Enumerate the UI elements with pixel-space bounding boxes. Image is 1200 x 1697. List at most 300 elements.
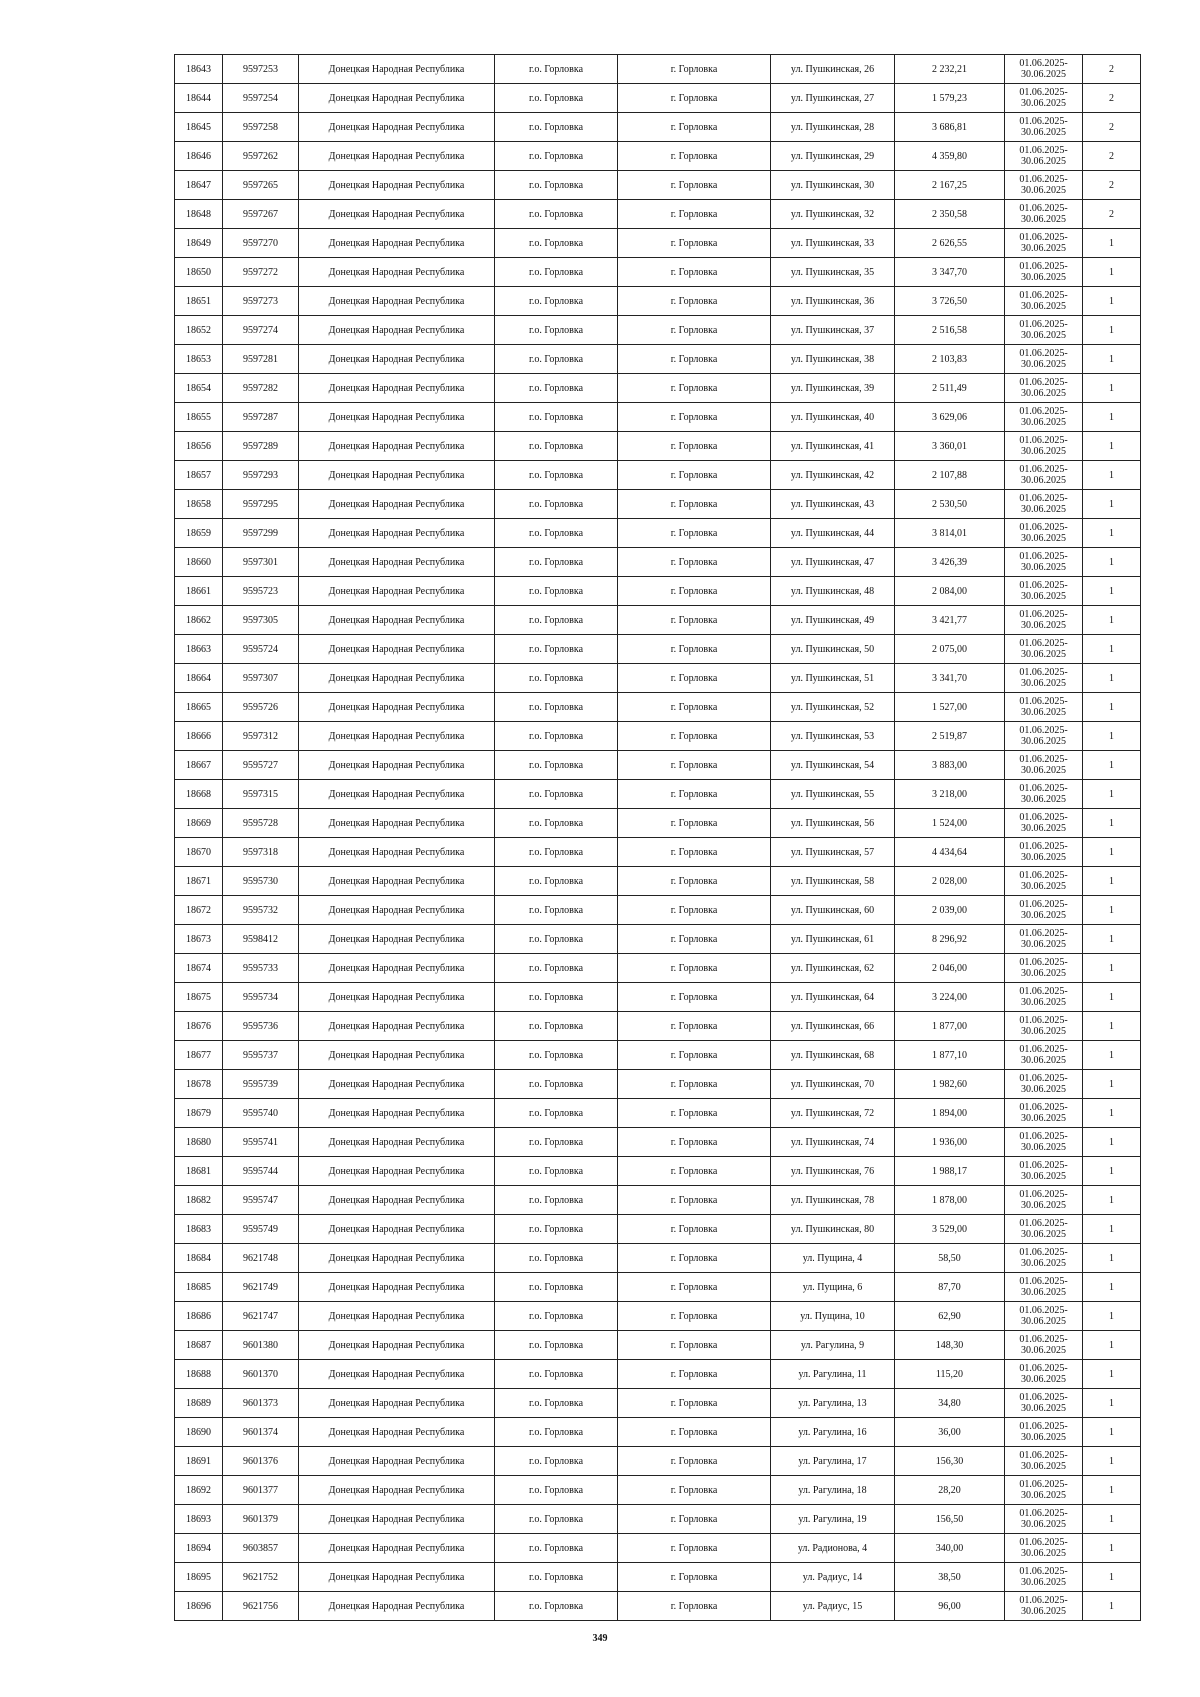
table-row [175, 200, 1141, 229]
city-cell: г. Горловка [618, 84, 771, 113]
row-number-cell: 18685 [175, 1273, 223, 1302]
address-cell: ул. Пушкинская, 44 [771, 519, 895, 548]
period-cell [1005, 374, 1083, 403]
region-cell: Донецкая Народная Республика [299, 722, 495, 751]
period-start: 01.06.2025- [1019, 319, 1068, 330]
period-end: 30.06.2025 [1021, 1229, 1066, 1240]
district-cell: г.о. Горловка [495, 461, 618, 490]
area-cell: 2 516,58 [895, 316, 1005, 345]
count-cell: 1 [1083, 229, 1141, 258]
table-row [175, 1157, 1141, 1186]
row-number-cell: 18670 [175, 838, 223, 867]
period-cell [1005, 519, 1083, 548]
area-cell: 3 686,81 [895, 113, 1005, 142]
period-end: 30.06.2025 [1021, 1606, 1066, 1617]
count-cell: 2 [1083, 142, 1141, 171]
table-row [175, 287, 1141, 316]
city-cell: г. Горловка [618, 1012, 771, 1041]
region-cell: Донецкая Народная Республика [299, 229, 495, 258]
city-cell: г. Горловка [618, 693, 771, 722]
period-start: 01.06.2025- [1019, 1276, 1068, 1287]
area-cell: 156,50 [895, 1505, 1005, 1534]
object-id-cell: 9595734 [223, 983, 299, 1012]
table-row [175, 1563, 1141, 1592]
table-row [175, 548, 1141, 577]
period-cell [1005, 1128, 1083, 1157]
city-cell: г. Горловка [618, 606, 771, 635]
object-id-cell: 9595744 [223, 1157, 299, 1186]
period-cell [1005, 1592, 1083, 1621]
row-number-cell: 18649 [175, 229, 223, 258]
city-cell: г. Горловка [618, 1592, 771, 1621]
region-cell: Донецкая Народная Республика [299, 287, 495, 316]
period-cell [1005, 635, 1083, 664]
object-id-cell: 9597282 [223, 374, 299, 403]
period-cell [1005, 229, 1083, 258]
page-number: 349 [592, 1633, 608, 1644]
area-cell: 2 519,87 [895, 722, 1005, 751]
region-cell: Донецкая Народная Республика [299, 490, 495, 519]
row-number-cell: 18644 [175, 84, 223, 113]
address-cell: ул. Радионова, 4 [771, 1534, 895, 1563]
address-cell: ул. Рагулина, 11 [771, 1360, 895, 1389]
count-cell: 1 [1083, 1157, 1141, 1186]
address-cell: ул. Пушкинская, 51 [771, 664, 895, 693]
district-cell: г.о. Горловка [495, 664, 618, 693]
period-cell [1005, 1534, 1083, 1563]
area-cell: 3 883,00 [895, 751, 1005, 780]
region-cell: Донецкая Народная Республика [299, 838, 495, 867]
period-start: 01.06.2025- [1019, 1595, 1068, 1606]
period-start: 01.06.2025- [1019, 1508, 1068, 1519]
row-number-cell: 18684 [175, 1244, 223, 1273]
count-cell: 1 [1083, 838, 1141, 867]
count-cell: 1 [1083, 1592, 1141, 1621]
period-end: 30.06.2025 [1021, 1374, 1066, 1385]
row-number-cell: 18662 [175, 606, 223, 635]
row-number-cell: 18667 [175, 751, 223, 780]
table-row [175, 1418, 1141, 1447]
period-start: 01.06.2025- [1019, 1421, 1068, 1432]
region-cell: Донецкая Народная Республика [299, 1534, 495, 1563]
row-number-cell: 18686 [175, 1302, 223, 1331]
table-row [175, 954, 1141, 983]
count-cell: 1 [1083, 983, 1141, 1012]
address-cell: ул. Пушкинская, 62 [771, 954, 895, 983]
period-cell [1005, 113, 1083, 142]
city-cell: г. Горловка [618, 374, 771, 403]
table-row [175, 1186, 1141, 1215]
count-cell: 1 [1083, 1128, 1141, 1157]
count-cell: 1 [1083, 867, 1141, 896]
area-cell: 2 232,21 [895, 55, 1005, 84]
period-end: 30.06.2025 [1021, 446, 1066, 457]
district-cell: г.о. Горловка [495, 1215, 618, 1244]
district-cell: г.о. Горловка [495, 1157, 618, 1186]
district-cell: г.о. Горловка [495, 1447, 618, 1476]
period-cell [1005, 1360, 1083, 1389]
period-start: 01.06.2025- [1019, 1334, 1068, 1345]
period-end: 30.06.2025 [1021, 388, 1066, 399]
area-cell: 1 579,23 [895, 84, 1005, 113]
object-id-cell: 9595736 [223, 1012, 299, 1041]
period-cell [1005, 461, 1083, 490]
district-cell: г.о. Горловка [495, 229, 618, 258]
period-end: 30.06.2025 [1021, 98, 1066, 109]
count-cell: 1 [1083, 1070, 1141, 1099]
count-cell: 1 [1083, 1244, 1141, 1273]
city-cell: г. Горловка [618, 1360, 771, 1389]
table-row [175, 490, 1141, 519]
address-cell: ул. Пушкинская, 61 [771, 925, 895, 954]
city-cell: г. Горловка [618, 1157, 771, 1186]
area-cell: 96,00 [895, 1592, 1005, 1621]
table-row [175, 1041, 1141, 1070]
register-sheet [174, 54, 1140, 1621]
table-row [175, 142, 1141, 171]
city-cell: г. Горловка [618, 55, 771, 84]
period-end: 30.06.2025 [1021, 649, 1066, 660]
district-cell: г.о. Горловка [495, 838, 618, 867]
object-id-cell: 9595724 [223, 635, 299, 664]
district-cell: г.о. Горловка [495, 1244, 618, 1273]
row-number-cell: 18665 [175, 693, 223, 722]
district-cell: г.о. Горловка [495, 345, 618, 374]
area-cell: 3 341,70 [895, 664, 1005, 693]
period-cell [1005, 1012, 1083, 1041]
count-cell: 1 [1083, 548, 1141, 577]
district-cell: г.о. Горловка [495, 577, 618, 606]
district-cell: г.о. Горловка [495, 171, 618, 200]
period-cell [1005, 867, 1083, 896]
property-register-table [174, 54, 1141, 1621]
period-end: 30.06.2025 [1021, 736, 1066, 747]
period-cell [1005, 925, 1083, 954]
period-cell [1005, 1563, 1083, 1592]
city-cell: г. Горловка [618, 200, 771, 229]
table-row [175, 229, 1141, 258]
period-end: 30.06.2025 [1021, 1084, 1066, 1095]
address-cell: ул. Пушкинская, 47 [771, 548, 895, 577]
area-cell: 156,30 [895, 1447, 1005, 1476]
period-cell [1005, 664, 1083, 693]
area-cell: 3 360,01 [895, 432, 1005, 461]
district-cell: г.о. Горловка [495, 200, 618, 229]
count-cell: 1 [1083, 577, 1141, 606]
district-cell: г.о. Горловка [495, 1273, 618, 1302]
row-number-cell: 18688 [175, 1360, 223, 1389]
table-row [175, 1128, 1141, 1157]
period-cell [1005, 954, 1083, 983]
period-start: 01.06.2025- [1019, 870, 1068, 881]
period-start: 01.06.2025- [1019, 145, 1068, 156]
region-cell: Донецкая Народная Республика [299, 84, 495, 113]
address-cell: ул. Радиус, 14 [771, 1563, 895, 1592]
object-id-cell: 9597262 [223, 142, 299, 171]
city-cell: г. Горловка [618, 1534, 771, 1563]
table-row [175, 171, 1141, 200]
table-row [175, 1302, 1141, 1331]
city-cell: г. Горловка [618, 722, 771, 751]
area-cell: 2 075,00 [895, 635, 1005, 664]
city-cell: г. Горловка [618, 432, 771, 461]
period-end: 30.06.2025 [1021, 156, 1066, 167]
object-id-cell: 9595727 [223, 751, 299, 780]
count-cell: 1 [1083, 490, 1141, 519]
period-cell [1005, 287, 1083, 316]
object-id-cell: 9595740 [223, 1099, 299, 1128]
district-cell: г.о. Горловка [495, 1563, 618, 1592]
area-cell: 3 224,00 [895, 983, 1005, 1012]
period-start: 01.06.2025- [1019, 232, 1068, 243]
period-start: 01.06.2025- [1019, 290, 1068, 301]
period-end: 30.06.2025 [1021, 1113, 1066, 1124]
row-number-cell: 18663 [175, 635, 223, 664]
period-start: 01.06.2025- [1019, 522, 1068, 533]
region-cell: Донецкая Народная Республика [299, 345, 495, 374]
address-cell: ул. Пущина, 6 [771, 1273, 895, 1302]
period-start: 01.06.2025- [1019, 551, 1068, 562]
count-cell: 1 [1083, 896, 1141, 925]
period-cell [1005, 838, 1083, 867]
area-cell: 148,30 [895, 1331, 1005, 1360]
region-cell: Донецкая Народная Республика [299, 316, 495, 345]
area-cell: 2 028,00 [895, 867, 1005, 896]
period-start: 01.06.2025- [1019, 1015, 1068, 1026]
object-id-cell: 9597273 [223, 287, 299, 316]
period-start: 01.06.2025- [1019, 667, 1068, 678]
region-cell: Донецкая Народная Республика [299, 1389, 495, 1418]
table-row [175, 1389, 1141, 1418]
row-number-cell: 18666 [175, 722, 223, 751]
period-cell [1005, 432, 1083, 461]
address-cell: ул. Пушкинская, 37 [771, 316, 895, 345]
address-cell: ул. Пущина, 10 [771, 1302, 895, 1331]
city-cell: г. Горловка [618, 635, 771, 664]
table-row [175, 983, 1141, 1012]
city-cell: г. Горловка [618, 1476, 771, 1505]
row-number-cell: 18676 [175, 1012, 223, 1041]
period-cell [1005, 84, 1083, 113]
area-cell: 58,50 [895, 1244, 1005, 1273]
period-cell [1005, 490, 1083, 519]
region-cell: Донецкая Народная Республика [299, 432, 495, 461]
city-cell: г. Горловка [618, 142, 771, 171]
district-cell: г.о. Горловка [495, 925, 618, 954]
count-cell: 1 [1083, 1302, 1141, 1331]
row-number-cell: 18690 [175, 1418, 223, 1447]
region-cell: Донецкая Народная Республика [299, 867, 495, 896]
object-id-cell: 9597305 [223, 606, 299, 635]
period-start: 01.06.2025- [1019, 638, 1068, 649]
period-end: 30.06.2025 [1021, 1055, 1066, 1066]
count-cell: 1 [1083, 693, 1141, 722]
area-cell: 1 894,00 [895, 1099, 1005, 1128]
area-cell: 2 167,25 [895, 171, 1005, 200]
object-id-cell: 9595737 [223, 1041, 299, 1070]
address-cell: ул. Пушкинская, 70 [771, 1070, 895, 1099]
period-cell [1005, 1331, 1083, 1360]
region-cell: Донецкая Народная Республика [299, 1157, 495, 1186]
area-cell: 1 988,17 [895, 1157, 1005, 1186]
row-number-cell: 18655 [175, 403, 223, 432]
region-cell: Донецкая Народная Республика [299, 1273, 495, 1302]
region-cell: Донецкая Народная Республика [299, 200, 495, 229]
table-row [175, 1012, 1141, 1041]
object-id-cell: 9597295 [223, 490, 299, 519]
count-cell: 1 [1083, 1505, 1141, 1534]
district-cell: г.о. Горловка [495, 693, 618, 722]
district-cell: г.о. Горловка [495, 287, 618, 316]
address-cell: ул. Пушкинская, 40 [771, 403, 895, 432]
table-row [175, 84, 1141, 113]
count-cell: 1 [1083, 258, 1141, 287]
district-cell: г.о. Горловка [495, 1012, 618, 1041]
area-cell: 3 421,77 [895, 606, 1005, 635]
object-id-cell: 9597258 [223, 113, 299, 142]
district-cell: г.о. Горловка [495, 1302, 618, 1331]
object-id-cell: 9601377 [223, 1476, 299, 1505]
row-number-cell: 18691 [175, 1447, 223, 1476]
district-cell: г.о. Горловка [495, 1360, 618, 1389]
object-id-cell: 9598412 [223, 925, 299, 954]
area-cell: 2 350,58 [895, 200, 1005, 229]
city-cell: г. Горловка [618, 577, 771, 606]
period-cell [1005, 316, 1083, 345]
table-row [175, 1244, 1141, 1273]
object-id-cell: 9601380 [223, 1331, 299, 1360]
row-number-cell: 18695 [175, 1563, 223, 1592]
count-cell: 2 [1083, 200, 1141, 229]
period-start: 01.06.2025- [1019, 1363, 1068, 1374]
city-cell: г. Горловка [618, 1331, 771, 1360]
object-id-cell: 9621756 [223, 1592, 299, 1621]
district-cell: г.о. Горловка [495, 722, 618, 751]
period-cell [1005, 606, 1083, 635]
city-cell: г. Горловка [618, 780, 771, 809]
table-row [175, 432, 1141, 461]
area-cell: 2 103,83 [895, 345, 1005, 374]
city-cell: г. Горловка [618, 1389, 771, 1418]
region-cell: Донецкая Народная Республика [299, 780, 495, 809]
object-id-cell: 9597270 [223, 229, 299, 258]
address-cell: ул. Пушкинская, 33 [771, 229, 895, 258]
period-start: 01.06.2025- [1019, 1160, 1068, 1171]
object-id-cell: 9603857 [223, 1534, 299, 1563]
period-start: 01.06.2025- [1019, 1044, 1068, 1055]
object-id-cell: 9597299 [223, 519, 299, 548]
object-id-cell: 9597289 [223, 432, 299, 461]
district-cell: г.о. Горловка [495, 548, 618, 577]
count-cell: 1 [1083, 606, 1141, 635]
period-end: 30.06.2025 [1021, 1200, 1066, 1211]
period-end: 30.06.2025 [1021, 533, 1066, 544]
table-row [175, 635, 1141, 664]
period-start: 01.06.2025- [1019, 783, 1068, 794]
row-number-cell: 18651 [175, 287, 223, 316]
area-cell: 3 218,00 [895, 780, 1005, 809]
period-end: 30.06.2025 [1021, 330, 1066, 341]
region-cell: Донецкая Народная Республика [299, 1244, 495, 1273]
district-cell: г.о. Горловка [495, 809, 618, 838]
city-cell: г. Горловка [618, 1273, 771, 1302]
period-start: 01.06.2025- [1019, 348, 1068, 359]
count-cell: 1 [1083, 722, 1141, 751]
region-cell: Донецкая Народная Республика [299, 1099, 495, 1128]
object-id-cell: 9597287 [223, 403, 299, 432]
region-cell: Донецкая Народная Республика [299, 171, 495, 200]
count-cell: 2 [1083, 171, 1141, 200]
city-cell: г. Горловка [618, 345, 771, 374]
area-cell: 28,20 [895, 1476, 1005, 1505]
period-end: 30.06.2025 [1021, 243, 1066, 254]
period-end: 30.06.2025 [1021, 1026, 1066, 1037]
row-number-cell: 18674 [175, 954, 223, 983]
period-cell [1005, 1041, 1083, 1070]
area-cell: 36,00 [895, 1418, 1005, 1447]
period-cell [1005, 1244, 1083, 1273]
address-cell: ул. Пушкинская, 38 [771, 345, 895, 374]
area-cell: 3 529,00 [895, 1215, 1005, 1244]
count-cell: 1 [1083, 403, 1141, 432]
row-number-cell: 18660 [175, 548, 223, 577]
period-cell [1005, 722, 1083, 751]
city-cell: г. Горловка [618, 1186, 771, 1215]
row-number-cell: 18682 [175, 1186, 223, 1215]
city-cell: г. Горловка [618, 809, 771, 838]
city-cell: г. Горловка [618, 1215, 771, 1244]
period-end: 30.06.2025 [1021, 997, 1066, 1008]
count-cell: 1 [1083, 1099, 1141, 1128]
period-start: 01.06.2025- [1019, 899, 1068, 910]
address-cell: ул. Пушкинская, 54 [771, 751, 895, 780]
row-number-cell: 18659 [175, 519, 223, 548]
period-cell [1005, 1418, 1083, 1447]
region-cell: Донецкая Народная Республика [299, 1447, 495, 1476]
table-row [175, 751, 1141, 780]
period-cell [1005, 1273, 1083, 1302]
period-start: 01.06.2025- [1019, 203, 1068, 214]
address-cell: ул. Пушкинская, 28 [771, 113, 895, 142]
row-number-cell: 18696 [175, 1592, 223, 1621]
district-cell: г.о. Горловка [495, 606, 618, 635]
table-row [175, 577, 1141, 606]
object-id-cell: 9597281 [223, 345, 299, 374]
city-cell: г. Горловка [618, 1099, 771, 1128]
region-cell: Донецкая Народная Республика [299, 1418, 495, 1447]
region-cell: Донецкая Народная Республика [299, 606, 495, 635]
row-number-cell: 18679 [175, 1099, 223, 1128]
region-cell: Донецкая Народная Республика [299, 751, 495, 780]
area-cell: 2 107,88 [895, 461, 1005, 490]
table-row [175, 606, 1141, 635]
row-number-cell: 18650 [175, 258, 223, 287]
area-cell: 3 347,70 [895, 258, 1005, 287]
period-cell [1005, 1447, 1083, 1476]
object-id-cell: 9597265 [223, 171, 299, 200]
city-cell: г. Горловка [618, 113, 771, 142]
region-cell: Донецкая Народная Республика [299, 1563, 495, 1592]
city-cell: г. Горловка [618, 258, 771, 287]
row-number-cell: 18645 [175, 113, 223, 142]
address-cell: ул. Пушкинская, 29 [771, 142, 895, 171]
period-end: 30.06.2025 [1021, 939, 1066, 950]
period-end: 30.06.2025 [1021, 504, 1066, 515]
city-cell: г. Горловка [618, 1505, 771, 1534]
district-cell: г.о. Горловка [495, 1476, 618, 1505]
row-number-cell: 18675 [175, 983, 223, 1012]
object-id-cell: 9597312 [223, 722, 299, 751]
